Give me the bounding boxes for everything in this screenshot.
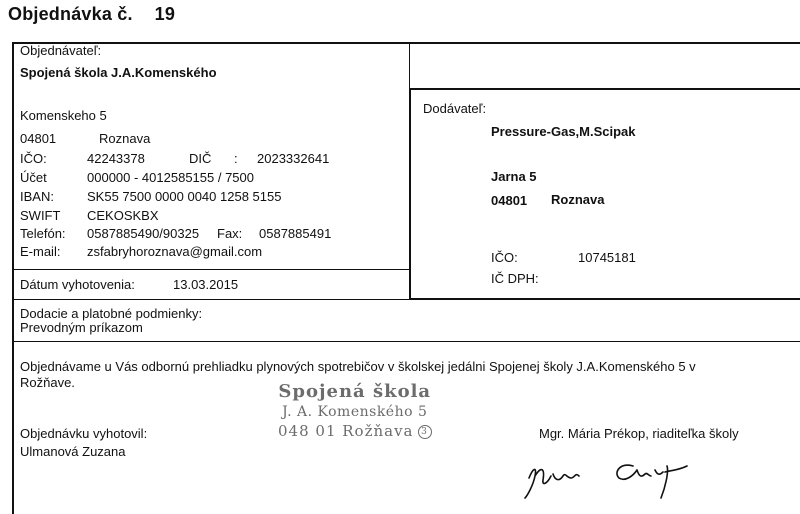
buyer-swift-label: SWIFT <box>20 208 61 223</box>
buyer-street: Komenskeho 5 <box>20 108 107 123</box>
buyer-dic-label: DIČ <box>189 151 212 166</box>
order-text-line1: Objednávame u Vás odbornú prehliadku plynových spotrebičov v školskej jedálni Spojenej školy J.A.Komenského 5 v <box>20 359 696 374</box>
buyer-fax-label: Fax: <box>217 226 243 241</box>
buyer-phone: 0587885490/90325 <box>87 226 200 241</box>
buyer-email[interactable]: zsfabryhoroznava@gmail.com <box>87 244 263 259</box>
buyer-account: 000000 - 4012585155 / 7500 <box>87 170 254 185</box>
issue-date-label: Dátum vyhotovenia: <box>20 277 135 292</box>
buyer-label: Objednávateľ: <box>20 43 102 58</box>
buyer-swift: CEKOSKBX <box>87 208 159 223</box>
signer-title: Mgr. Mária Prékop, riaditeľka školy <box>539 426 739 441</box>
handwritten-signature <box>515 448 715 504</box>
buyer-city: Roznava <box>99 131 151 146</box>
terms-value: Prevodným príkazom <box>20 320 143 335</box>
buyer-dic: 2023332641 <box>257 151 330 166</box>
order-text-line2: Rožňave. <box>20 375 75 390</box>
header-divider <box>409 42 410 88</box>
supplier-label: Dodávateľ: <box>423 101 487 116</box>
supplier-icdph-label: IČ DPH: <box>491 271 539 286</box>
buyer-fax: 0587885491 <box>259 226 332 241</box>
supplier-name: Pressure-Gas,M.Scipak <box>491 124 636 139</box>
buyer-iban-label: IBAN: <box>20 189 54 204</box>
stamp-line3 <box>278 422 432 440</box>
supplier-zip: 04801 <box>491 193 528 208</box>
supplier-city: Roznava <box>551 192 605 207</box>
buyer-date-divider <box>12 269 409 270</box>
stamp-line1: Spojená škola <box>278 381 432 402</box>
buyer-ico: 42243378 <box>87 151 145 166</box>
buyer-ico-label: IČO: <box>20 151 47 166</box>
buyer-dic-colon: : <box>234 151 238 166</box>
stamp-line2: J. A. Komenského 5 <box>282 404 428 420</box>
buyer-email-label: E-mail: <box>20 244 61 259</box>
title-label: Objednávka č. <box>8 4 133 24</box>
issued-by-label: Objednávku vyhotovil: <box>20 426 148 441</box>
terms-label: Dodacie a platobné podmienky: <box>20 306 203 321</box>
buyer-account-label: Účet <box>20 170 47 185</box>
buyer-phone-label: Telefón: <box>20 226 66 241</box>
issued-by-name: Ulmanová Zuzana <box>20 444 126 459</box>
buyer-iban: SK55 7500 0000 0040 1258 5155 <box>87 189 282 204</box>
stamp-circle-mark: 3 <box>418 425 432 439</box>
document-title <box>8 4 175 25</box>
issue-date: 13.03.2015 <box>173 277 239 292</box>
stamp-line3-text: 048 01 Rožňava <box>278 422 414 440</box>
supplier-ico-label: IČO: <box>491 250 518 265</box>
terms-body-divider <box>12 341 800 342</box>
supplier-ico: 10745181 <box>578 250 636 265</box>
buyer-zip: 04801 <box>20 131 57 146</box>
supplier-street: Jarna 5 <box>491 169 537 184</box>
school-stamp <box>278 381 432 440</box>
supplier-box <box>409 88 800 300</box>
buyer-name: Spojená škola J.A.Komenského <box>20 65 217 80</box>
order-number: 19 <box>154 4 176 24</box>
